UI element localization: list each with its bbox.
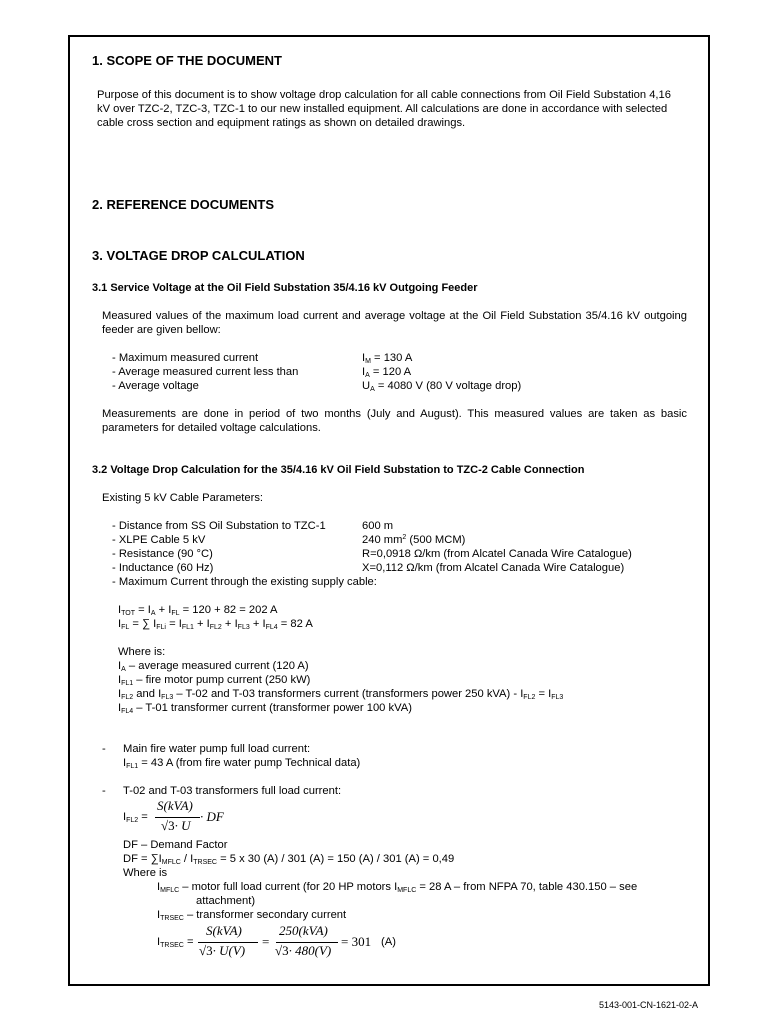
measure-row-value: $I_A = 120$ A: [362, 366, 412, 379]
itrsec-denominator-1: √3· U(V): [199, 943, 246, 958]
ifl2-denominator: √3· U: [161, 818, 191, 833]
measure-row-label: - Maximum measured current: [112, 352, 259, 364]
ifl1-value: $I_{FL1} = 43$ A (from fire water pump Technical data): [123, 757, 361, 770]
itrsec-formula-lhs: $I_{TRSEC}$ =: [157, 936, 194, 949]
definition-imflc: $I_{MFLC}$ – motor full load current (for 20 HP motors $I_{MFLC} = 28$ A – from NFPA 70, table 430.150 – see: [157, 881, 638, 894]
existing-cable-label: Existing 5 kV Cable Parameters:: [102, 492, 264, 504]
param-value: 600 m: [362, 520, 394, 532]
bullet-dash: -: [102, 743, 106, 755]
bullet-title: T-02 and T-03 transformers full load current:: [123, 785, 342, 797]
itrsec-numerator-1: S(kVA): [206, 923, 242, 938]
param-label: - XLPE Cable 5 kV: [112, 534, 206, 546]
param-label: - Resistance (90 °C): [112, 548, 213, 560]
section1-body: Purpose of this document is to show voltage drop calculation for all cable connections from Oil Field Substation 4,16 kV over TZC-2, TZC-3, TZC-1 to our new installed equipment. All calculations are done in accordance with selected cable cross section and equipment ratings as shown on detailed drawings.: [97, 89, 671, 129]
itrsec-denominator-2: √3· 480(V): [275, 943, 332, 958]
measure-row-label: - Average measured current less than: [112, 366, 299, 378]
definition-itrsec: $I_{TRSEC}$ – transformer secondary current: [157, 909, 347, 922]
itrsec-numerator-2: 250(kVA): [279, 923, 328, 938]
definition-ifl2-ifl3: $I_{FL2}$ and $I_{FL3} - T-02$ and T-03 transformers current (transformers power 250 $kVA) - I_{FL2} = I_{FL3}$: [118, 688, 564, 701]
bullet-dash: -: [102, 785, 106, 797]
itrsec-unit: (A): [381, 936, 396, 948]
section3-heading: 3. VOLTAGE DROP CALCULATION: [92, 248, 305, 263]
where-is-label: Where is: [123, 867, 168, 879]
where-is-label: Where is:: [118, 646, 166, 658]
measure-row-value: $U_A = 4080$ V (80 V voltage drop): [362, 380, 522, 393]
section2-heading: 2. REFERENCE DOCUMENTS: [92, 197, 275, 212]
param-value: 240 $mm^2$ (500 MCM): [362, 534, 466, 546]
ifl-equation: $I_{FL}$ = ∑ $I_{FLi} = I_{FL1} + I_{FL2} + I_{FL3} + I_{FL4} = 82$ A: [118, 618, 313, 631]
ifl2-demand-factor: · DF: [200, 809, 224, 824]
ifl2-formula-lhs: $I_{FL2}$ =: [123, 811, 148, 824]
bullet-title: Main fire water pump full load current:: [123, 743, 311, 755]
param-value: X=0,112 Ω/km (from Alcatel Canada Wire Catalogue): [362, 562, 625, 574]
definition-ia: $I_A$ – average measured current (120 A): [118, 660, 309, 673]
section1-heading: 1. SCOPE OF THE DOCUMENT: [92, 53, 282, 68]
itot-equation: $I_{TOT} = I_A + I_{FL} = 120 + 82 = 202$ A: [118, 604, 278, 617]
definition-ifl1: $I_{FL1}$ – fire motor pump current (250 kW): [118, 674, 311, 687]
measure-row-label: - Average voltage: [112, 380, 199, 392]
equals-sign: =: [262, 934, 270, 949]
param-label: - Maximum Current through the existing supply cable:: [112, 576, 377, 588]
itrsec-result: = 301: [341, 934, 372, 949]
param-label: - Inductance (60 Hz): [112, 562, 214, 574]
measure-row-value: $I_M = 130$ A: [362, 352, 413, 365]
document-number: 5143-001-CN-1621-02-A: [598, 1000, 698, 1010]
attachment-note: attachment): [196, 895, 256, 907]
param-label: - Distance from SS Oil Substation to TZC-1: [112, 520, 326, 532]
df-equation: DF = $\sum I_{MFLC} / I_{TRSEC} = 5$ x 30 (A) / 301 (A) = 150 (A) / 301 (A) = 0,49: [123, 853, 455, 866]
subsection-3-1-intro: Measured values of the maximum load current and average voltage at the Oil Field Substation 35/4.16 kV outgoing feeder are given bellow:: [102, 310, 687, 336]
param-value: R=0,0918 Ω/km (from Alcatel Canada Wire Catalogue): [362, 548, 632, 560]
measurement-note: Measurements are done in period of two months (July and August). This measured values are taken as basic parameters for detailed voltage calculations.: [102, 408, 687, 434]
ifl2-numerator: S(kVA): [157, 798, 193, 813]
subsection-3-1-heading: 3.1 Service Voltage at the Oil Field Substation 35/4.16 kV Outgoing Feeder: [92, 282, 478, 294]
subsection-3-2-heading: 3.2 Voltage Drop Calculation for the 35/4.16 kV Oil Field Substation to TZC-2 Cable Connection: [92, 464, 585, 476]
df-label: DF – Demand Factor: [123, 839, 228, 851]
definition-ifl4: $I_{FL4} - T-01$ transformer current (transformer power 100 kVA): [118, 702, 412, 715]
